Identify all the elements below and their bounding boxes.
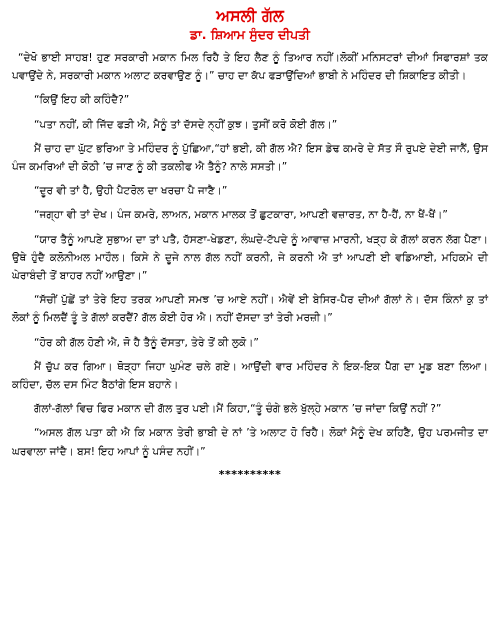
- paragraph: “ਪਤਾ ਨਹੀਂ, ਕੀ ਜਿੱਦ ਫੜੀ ਐ, ਮੈਨੂੰ ਤਾਂ ਦੱਸਦੇ ਨ੍ਹੀਂ ਕੁਝ। ਤੁਸੀਂ ਕਰੋ ਕੋਈ ਗੱਲ।”: [34, 118, 338, 131]
- paragraph: ਮੈਂ ਚੁੱਪ ਕਰ ਗਿਆ। ਥੋੜ੍ਹਾ ਜਿਹਾ ਘੁਮੰਣ ਚਲੇ ਗਏ। ਆਉਂਦੀ ਵਾਰ ਮਹਿੰਦਰ ਨੇ ਇਕ-ਇਕ ਪੈੱਗ ਦਾ ਮੂਡ ਬਣਾ ਲਿਆ।ਕਹਿੰਦਾ, ਚੱਲ ਦਸ ਮਿੰਟ ਬੈਠਾਂਗੇ ਇਸ ਬਹਾਨੇ।: [12, 360, 488, 392]
- end-mark: **********: [218, 467, 282, 481]
- author-name: ਡਾ. ਸ਼ਿਆਮ ਸੁੰਦਰ ਦੀਪਤੀ: [190, 27, 310, 42]
- paragraph: “ਜਗ੍ਹਾ ਵੀ ਤਾਂ ਦੇਖ। ਪੰਜ ਕਮਰੇ, ਲਾਅਨ, ਮਕਾਨ ਮਾਲਕ ਤੋਂ ਛੁਟਕਾਰਾ, ਆਪਣੀ ਵਜ਼ਾਰਤ, ਨਾ ਹੈ-ਹੈਂ, ਨਾ ਖੈਂ-ਖੈਂ।”: [34, 209, 448, 222]
- paragraph: “ਸੱਚੀਂ ਪੁੱਛੇਂ ਤਾਂ ਤੇਰੇ ਇਹ ਤਰਕ ਆਪਣੀ ਸਮਝ ’ਚ ਆਏ ਨਹੀਂ। ਐਵੇਂ ਈ ਬੇਸਿਰ-ਪੈਰ ਦੀਆਂ ਗੱਲਾਂ ਨੇ। ਦੱਸ ਕਿੰਨਾਂ ਕੁ ਤਾਂ ਲੋਕਾਂ ਨੂੰ ਮਿਲਦੈਂ ਤੂੰ ਤੇ ਗੱਲਾਂ ਕਰਦੈਂ? ਗੱਲ ਕੋਈ ਹੋਰ ਐ। ਨਹੀਂ ਦੱਸਦਾ ਤਾਂ ਤੇਰੀ ਮਰਜ਼ੀ।”: [12, 294, 488, 325]
- paragraph: ਮੈਂ ਚਾਹ ਦਾ ਘੁੱਟ ਭਰਿਆ ਤੇ ਮਹਿੰਦਰ ਨੂੰ ਪੁੱਛਿਆ,“ਹਾਂ ਭਈ, ਕੀ ਗੱਲ ਐ? ਇਸ ਡੇਢ ਕਮਰੇ ਦੇ ਸੱਤ ਸੌ ਰੁਪਏ ਦੇਈ ਜਾਨੈਂ, ਉਸ ਪੰਜ ਕਮਰਿਆਂ ਦੀ ਕੋਠੀ ’ਚ ਜਾਣ ਨੂੰ ਕੀ ਤਕਲੀਫ ਐ ਤੈਨੂੰ? ਨਾਲੇ ਸਸਤੀ।”: [12, 142, 488, 174]
- paragraph: “ਯਾਰ ਤੈਨੂੰ ਆਪਣੇ ਸੁਭਾਅ ਦਾ ਤਾਂ ਪਤੈ, ਹੱਸਣਾ-ਖੇਡਣਾ, ਲੰਘਦੇ-ਟੱਪਦੇ ਨੂੰ ਆਵਾਜ਼ ਮਾਰਨੀ, ਖੜ੍ਹ ਕੇ ਗੱਲਾਂ ਕਰਨ ਲੱਗ ਪੈਣਾ। ਉਥੇ ਹੁੰਦੈ ਕਲੋਨੀਅਲ ਮਾਹੌਲ। ਕਿਸੇ ਨੇ ਦੂਜੇ ਨਾਲ ਗੱਲ ਨਹੀਂ ਕਰਨੀ, ਜੇ ਕਰਨੀ ਐ ਤਾਂ ਆਪਣੀ ਈ ਵਡਿਆਈ, ਮਹਿਕਮੇ ਦੀ ਘੇਰਾਬੰਦੀ ਤੋਂ ਬਾਹਰ ਨਹੀਂ ਆਉਣਾ।”: [12, 233, 488, 283]
- paragraph: “ਦੂਰ ਵੀ ਤਾਂ ਹੈ, ਉਹੀ ਪੈਟਰੋਲ ਦਾ ਖਰਚਾ ਪੈ ਜਾਣੈ।”: [34, 185, 228, 198]
- story-title: ਅਸਲੀ ਗੱਲ: [216, 6, 284, 25]
- paragraph: “ਅਸਲ ਗੱਲ ਪਤਾ ਕੀ ਐ ਕਿ ਮਕਾਨ ਤੇਰੀ ਭਾਬੀ ਦੇ ਨਾਂ ’ਤੇ ਅਲਾਟ ਹੋ ਰਿਹੈ। ਲੋਕਾਂ ਮੈਨੂੰ ਦੇਖ ਕਹਿਣੈ, ਉਹ ਪਰਮਜੀਤ ਦਾ ਘਰਵਾਲਾ ਜਾਂਦੈ। ਬਸ! ਇਹ ਆਪਾਂ ਨੂੰ ਪਸੰਦ ਨਹੀਂ।”: [12, 427, 488, 458]
- paragraph: “ਕਿਉਂ ਇਹ ਕੀ ਕਹਿੰਦੈ?”: [34, 94, 130, 107]
- paragraph: “ਦੇਖੋ ਭਾਈ ਸਾਹਬ! ਹੁਣ ਸਰਕਾਰੀ ਮਕਾਨ ਮਿਲ ਰਿਹੈ ਤੇ ਇਹ ਲੈਣ ਨੂੰ ਤਿਆਰ ਨਹੀਂ।ਲੋਕੀਂ ਮਨਿਸਟਰਾਂ ਦੀਆਂ ਸਿਫਾਰਸ਼ਾਂ ਤਕ ਪਵਾਉਂਦੇ ਨੇ, ਸਰਕਾਰੀ ਮਕਾਨ ਅਲਾਟ ਕਰਵਾਉਣ ਨੂੰ।” ਚਾਹ ਦਾ ਕੱਪ ਫੜਾਉਂਦਿਆਂ ਭਾਬੀ ਨੇ ਮਹਿੰਦਰ ਦੀ ਸ਼ਿਕਾਇਤ ਕੀਤੀ।: [12, 52, 488, 83]
- paragraph: ਗੱਲਾਂ-ਗੱਲਾਂ ਵਿਚ ਫਿਰ ਮਕਾਨ ਦੀ ਗੱਲ ਤੁਰ ਪਈ।ਮੈਂ ਕਿਹਾ,“ਤੂੰ ਚੰਗੇ ਭਲੇ ਖੁੱਲ੍ਹੇ ਮਕਾਨ ’ਚ ਜਾਂਦਾ ਕਿਉਂ ਨਹੀਂ ?”: [34, 403, 442, 416]
- paragraph: “ਹੋਰ ਕੀ ਗੱਲ ਹੋਣੀ ਐ, ਜੋ ਹੈ ਤੈਨੂੰ ਦੱਸਤਾ, ਤੇਰੇ ਤੋਂ ਕੀ ਲੁਕੋ।”: [34, 336, 259, 349]
